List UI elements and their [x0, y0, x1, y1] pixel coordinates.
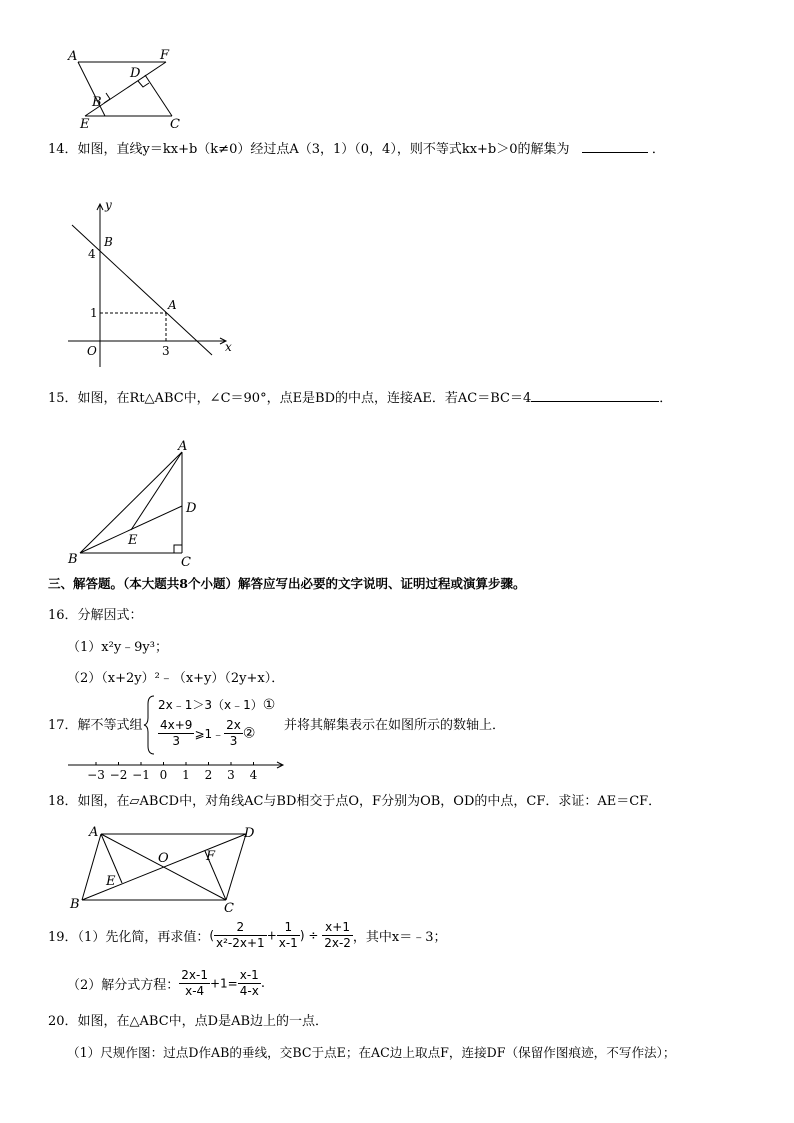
- number-line-label: −3: [87, 768, 105, 782]
- question-15-text: 15．如图，在Rt△ABC中，∠C＝90°，点E是BD的中点，连接AE．若AC＝BC＝4: [48, 391, 532, 406]
- fraction-x-1-over-4-x: [238, 968, 261, 999]
- label-b: B: [68, 552, 78, 567]
- label-c: C: [181, 555, 191, 570]
- tick-1: 1: [90, 306, 98, 320]
- label-b: B: [104, 235, 113, 249]
- brace-icon: [142, 694, 156, 756]
- fraction-2-over-quadratic: [214, 920, 267, 951]
- fraction-numerator: 1: [277, 920, 300, 936]
- fraction-denominator: 4-x: [239, 984, 259, 998]
- question-17: [48, 694, 508, 758]
- figure-q15: [62, 440, 202, 570]
- fraction-1-over-x-1: [277, 920, 300, 951]
- question-19-part1-suffix: ，其中x＝﹣3；: [352, 930, 447, 945]
- figure-q18: [64, 822, 264, 914]
- inequality-2: [158, 718, 255, 749]
- number-line-label: −2: [109, 768, 128, 782]
- number-line-label: 0: [159, 768, 168, 782]
- label-origin: O: [87, 344, 97, 358]
- label-e: E: [80, 117, 90, 132]
- label-y: y: [105, 198, 112, 212]
- question-20-part1: （1）尺规作图：过点D作AB的垂线，交BC于点E；在AC边上取点F，连接DF（保留作图痕迹，不写作法）；: [67, 1045, 676, 1060]
- number-line-label: 4: [249, 768, 258, 782]
- number-line-label: 2: [204, 768, 213, 782]
- label-d: D: [244, 826, 255, 841]
- figure-q13: [60, 44, 190, 132]
- label-a: A: [89, 825, 99, 840]
- question-14: [48, 140, 665, 159]
- question-15-tail: ．: [659, 391, 673, 406]
- fraction-2x-3: [224, 718, 243, 749]
- fraction-denominator: 3: [172, 734, 181, 748]
- inequality-1-mark: ①: [262, 697, 276, 713]
- question-16-part1: （1）x²y﹣9y³；: [67, 640, 168, 655]
- tick-3: 3: [162, 344, 170, 358]
- question-16-part2: （2）（x+2y）²﹣（x+y）（2y+x）．: [67, 671, 285, 686]
- right-angle-c: [174, 545, 182, 553]
- question-19-part1-prefix: 19．（1）先化简，再求值：: [48, 930, 210, 945]
- fraction-4x9-3: [158, 718, 194, 749]
- line-kx-b: [72, 225, 212, 355]
- question-17-suffix: 并将其解集表示在如图所示的数轴上．: [284, 718, 506, 733]
- label-f: F: [160, 48, 170, 63]
- inequality-2-mid: ⩾1﹣: [194, 727, 225, 741]
- answer-blank-15[interactable]: [531, 389, 659, 402]
- label-b: B: [92, 95, 102, 110]
- question-19-part2-suffix: .: [260, 976, 265, 991]
- label-a: A: [68, 49, 78, 64]
- fraction-numerator: 4x+9: [160, 718, 193, 732]
- label-d: D: [130, 66, 141, 81]
- label-c: C: [170, 117, 180, 132]
- tick-4: 4: [88, 247, 96, 261]
- label-c: C: [224, 901, 234, 914]
- label-x: x: [225, 340, 232, 354]
- question-16-title: 16．分解因式：: [48, 608, 143, 623]
- question-14-tail: ．: [651, 142, 665, 157]
- label-b: B: [70, 897, 80, 912]
- number-line: [66, 757, 290, 783]
- label-o: O: [158, 851, 169, 866]
- fraction-2x-1-over-x-4: [179, 968, 210, 999]
- inequality-1: [158, 696, 275, 714]
- fraction-denominator: x²-2x+1: [216, 936, 265, 950]
- number-line-label: −1: [132, 768, 150, 782]
- question-18: 18．如图，在▱ABCD中，对角线AC与BD相交于点O，F分别为OB，OD的中点，CF．求证：AE＝CF．: [48, 794, 662, 809]
- right-angle-b: [104, 93, 110, 103]
- question-17-prefix: 17．解不等式组: [48, 718, 143, 733]
- fraction-denominator: x-1: [278, 936, 298, 950]
- segment-dc: [226, 834, 246, 900]
- fraction-denominator: 2x-2: [324, 936, 351, 950]
- question-15: [48, 389, 672, 408]
- fraction-numerator: x+1: [322, 920, 353, 936]
- question-19-part2-prefix: （2）解分式方程：: [67, 978, 180, 993]
- inequality-1-text: 2x﹣1＞3（x﹣1）: [158, 698, 263, 712]
- fraction-denominator: 3: [229, 734, 238, 748]
- fraction-numerator: 2x: [226, 718, 241, 732]
- label-d: D: [186, 501, 197, 516]
- fraction-numerator: 2x-1: [181, 968, 208, 982]
- question-19-part1: 19．（1）先化简，再求值：( $\frac{2}{\text{x²-2x+1}}$ + $\frac{1}{x-1}$ ) ÷ $\frac{x+1}{2x-2}$ ，其中x＝﹣3；: [48, 920, 447, 950]
- segment-ab: [82, 834, 101, 900]
- figure-q14-graph: [60, 195, 245, 375]
- question-19-part2: [67, 968, 265, 999]
- number-line-label: 3: [227, 768, 235, 782]
- label-e: E: [106, 874, 116, 889]
- label-f: F: [206, 849, 216, 864]
- section-3-heading: 三、解答题。（本大题共8个小题）解答应写出必要的文字说明、证明过程或演算步骤。: [48, 576, 526, 591]
- question-20: 20．如图，在△ABC中，点D是AB边上的一点．: [48, 1014, 329, 1029]
- label-a: A: [168, 298, 177, 312]
- inequality-2-mark: ②: [242, 725, 256, 742]
- label-a: A: [178, 440, 188, 454]
- fraction-numerator: x-1: [239, 968, 259, 982]
- question-14-text: 14．如图，直线y＝kx+b（k≠0）经过点A（3，1）（0，4），则不等式kx+b＞0的解集为: [48, 142, 570, 157]
- plus-one-equals: +1=: [209, 976, 238, 991]
- answer-blank-14[interactable]: [582, 140, 648, 153]
- label-e: E: [128, 533, 138, 548]
- right-angle-d: [138, 81, 149, 87]
- number-line-label: 1: [182, 768, 190, 782]
- fraction-numerator: 2: [214, 920, 267, 936]
- fraction-denominator: x-4: [185, 984, 205, 998]
- fraction-x+1-over-2x-2: [322, 920, 353, 951]
- segment-dc: [145, 75, 172, 116]
